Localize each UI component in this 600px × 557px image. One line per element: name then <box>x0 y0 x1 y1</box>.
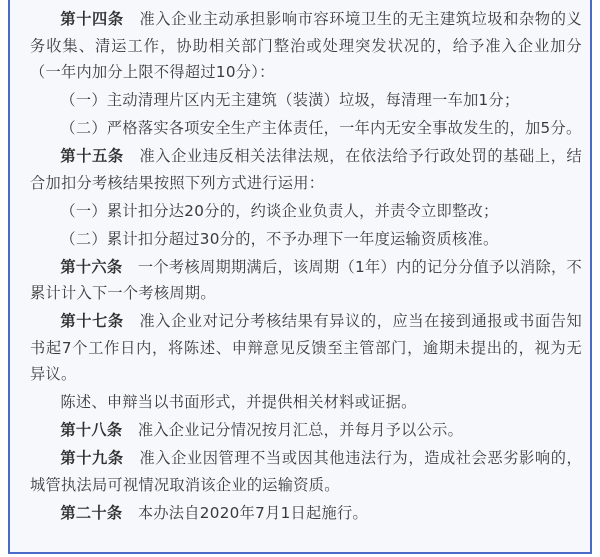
paragraph-article-14 <box>30 6 582 86</box>
paragraph-article-19 <box>30 445 582 498</box>
paragraph-item <box>30 87 582 114</box>
article-heading: 第十八条 <box>60 421 123 439</box>
paragraph-text: （一）主动清理片区内无主建筑（装潢）垃圾，每清理一车加1分； <box>60 91 520 109</box>
paragraph-item <box>30 226 582 253</box>
paragraph-text: 准入企业因管理不当或因其他违法行为，造成社会恶劣影响的，城管执法局可视情况取消该企业的运输资质。 <box>30 449 582 494</box>
paragraph-text: 准入企业违反相关法律法规，在依法给予行政处罚的基础上，结合加扣分考核结果按照下列方式进行运用： <box>30 147 582 192</box>
paragraph-item <box>30 389 582 416</box>
paragraph-article-20 <box>30 500 582 527</box>
paragraph-article-16 <box>30 254 582 307</box>
paragraph-text: 准入企业主动承担影响市容环境卫生的无主建筑垃圾和杂物的义务收集、清运工作，协助相关部门整治或处理突发状况的，给予准入企业加分（一年内加分上限不得超过10分）： <box>30 10 582 81</box>
article-heading: 第二十条 <box>60 503 123 522</box>
paragraph-text: 本办法自2020年7月1日起施行。 <box>122 503 368 522</box>
paragraph-text: （二）严格落实各项安全生产主体责任，一年内无安全事故发生的，加5分。 <box>60 119 582 137</box>
paragraph-article-18 <box>30 417 582 444</box>
paragraph-article-15 <box>30 143 582 196</box>
article-heading: 第十九条 <box>60 449 124 467</box>
paragraph-text: 陈述、申辩当以书面形式，并提供相关材料或证据。 <box>60 393 417 411</box>
paragraph-text: 一个考核周期期满后，该周期（1年）内的记分分值予以消除，不累计计入下一个考核周期。 <box>30 257 583 302</box>
paragraph-text: 准入企业记分情况按月汇总，并每月予以公示。 <box>122 421 464 439</box>
paragraph-item <box>30 115 582 142</box>
paragraph-text: 准入企业对记分考核结果有异议的，应当在接到通报或书面告知书起7个工作日内，将陈述、申辩意见反馈至主管部门，逾期未提出的，视为无异议。 <box>30 312 582 383</box>
document-body <box>30 6 582 528</box>
paragraph-item <box>30 198 582 225</box>
paragraph-text: （二）累计扣分超过30分的，不予办理下一年度运输资质核准。 <box>60 229 499 248</box>
paragraph-article-17 <box>30 308 582 388</box>
article-heading: 第十四条 <box>60 10 124 28</box>
article-heading: 第十六条 <box>60 257 123 276</box>
paragraph-text: （一）累计扣分达20分的，约谈企业负责人，并责令立即整改； <box>60 201 499 220</box>
article-heading: 第十七条 <box>60 312 124 330</box>
article-heading: 第十五条 <box>60 147 124 165</box>
